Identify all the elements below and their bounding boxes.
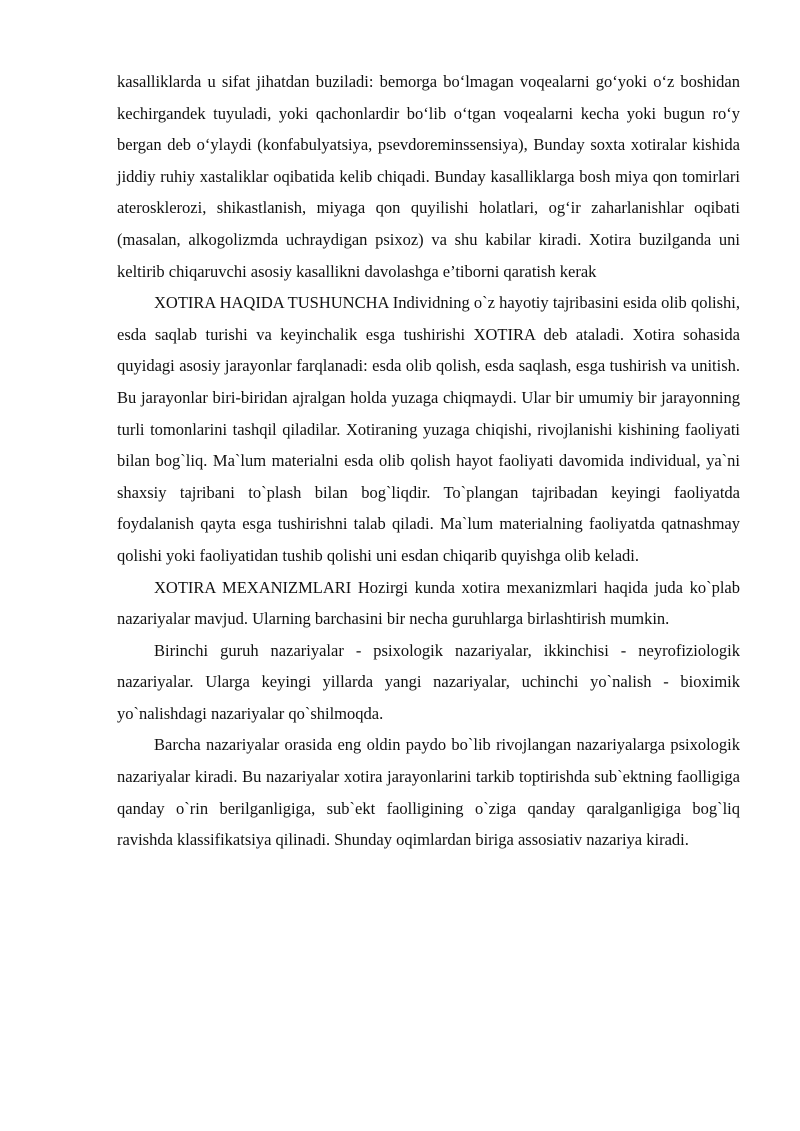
paragraph-xotira-haqida-tushuncha: XOTIRA HAQIDA TUSHUNCHA Individning o`z hayotiy tajribasini esida olib qolishi, esda saqlab turishi va keyinchalik esga tushirishi XOTIRA deb ataladi. Xotira sohasida quyidagi asosiy jarayonlar farqlanadi: esda olib qolish, esda saqlash, esga tushirish va unitish. Bu jarayonlar biri-biridan ajralgan holda yuzaga chiqmaydi. Ular bir umumiy bir jarayonning turli tomonlarini tashqil qiladilar. Xotiraning yuzaga chiqishi, rivojlanishi kishining faoliyati bilan bog`liq. Ma`lum materialni esda olib qolish hayot faoliyati davomida individual, ya`ni shaxsiy tajribani to`plash bilan bog`liqdir. To`plangan tajribadan keyingi faoliyatda foydalanish qayta esga tushirishni talab qiladi. Ma`lum materialning faoliyatda qatnashmay qolishi yoki faoliyatidan tushib qolishi uni esdan chiqarib quyishga olib keladi. <box>117 293 740 565</box>
paragraph-nazariyalar-guruhlari: Birinchi guruh nazariyalar - psixologik nazariyalar, ikkinchisi - neyrofiziologik nazariyalar. Ularga keyingi yillarda yangi nazariyalar, uchinchi yo`nalish - bioximik yo`nalishdagi nazariyalar qo`shilmoqda. <box>117 640 740 723</box>
paragraph-psixologik-nazariyalar: Barcha nazariyalar orasida eng oldin paydo bo`lib rivojlangan nazariyalarga psixologik nazariyalar kiradi. Bu nazariyalar xotira jarayonlarini tarkib toptirishda sub`ektning faolligiga qanday o`rin berilganligiga, sub`ekt faolligining o`ziga qanday qaralganligiga bog`liq ravishda klassifikatsiya qilinadi. Shunday oqimlardan biriga assosiativ nazariya kiradi. <box>117 735 740 850</box>
document-page <box>117 66 740 856</box>
paragraph-xotira-mexanizmlari: XOTIRA MEXANIZMLARI Hozirgi kunda xotira mexanizmlari haqida juda ko`plab nazariyalar mavjud. Ularning barchasini bir necha guruhlarga birlashtirish mumkin. <box>117 577 740 629</box>
paragraph-continuation: kasalliklarda u sifat jihatdan buziladi: bemorga bo‘lmagan voqealarni go‘yoki o‘z boshidan kechirgandek tuyuladi, yoki qachonlardir bo‘lib o‘tgan voqealarni kecha yoki bugun ro‘y bergan deb o‘ylaydi (konfabulyatsiya, psevdoreminssensiya), Bunday soxta xotiralar kishida jiddiy ruhiy xastaliklar oqibatida kelib chiqadi. Bunday kasalliklarga bosh miya qon tomirlari aterosklerozi, shikastlanish, miyaga qon quyilishi holatlari, og‘ir zaharlanishlar oqibati (masalan, alkogolizmda uchraydigan psixoz) va shu kabilar kiradi. Xotira buzilganda uni keltirib chiqaruvchi asosiy kasallikni davolashga e’tiborni qaratish kerak <box>117 72 740 281</box>
